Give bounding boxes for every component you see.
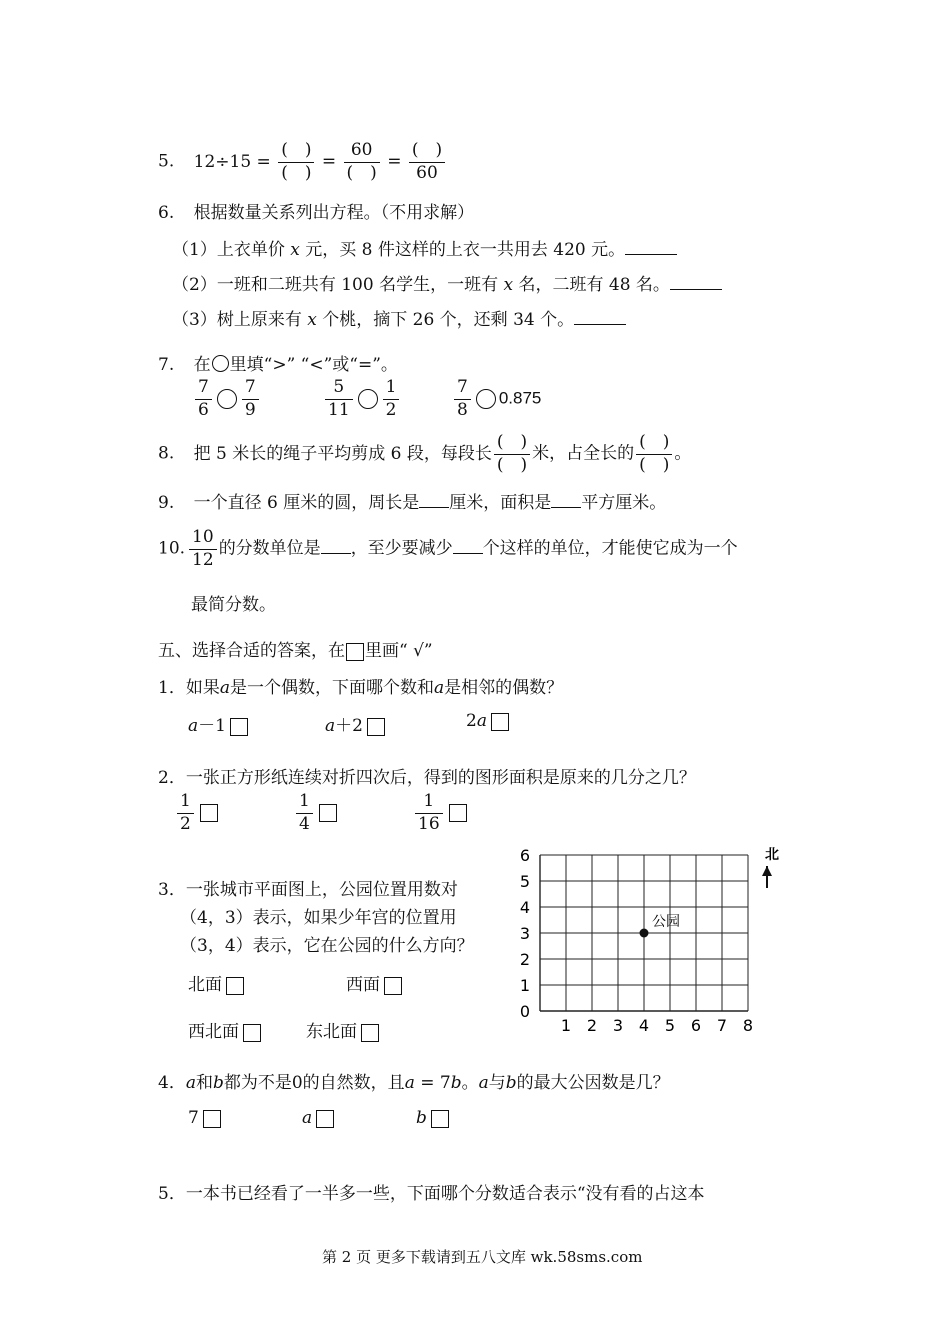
answer-checkbox[interactable]	[200, 804, 218, 822]
answer-checkbox[interactable]	[367, 718, 385, 736]
c4-option-2: a	[302, 1108, 334, 1128]
q7-compare-1: $\frac{7}{6}$ $\frac{7}{9}$	[193, 378, 261, 420]
q6-text: 根据数量关系列出方程。（不用求解）	[193, 203, 475, 223]
answer-checkbox[interactable]	[491, 713, 509, 731]
q7-compare-3: $\frac{7}{8}$ 0.875	[452, 378, 541, 420]
question-5	[158, 141, 447, 183]
y-tick-label: 6	[519, 846, 530, 865]
y-tick-label: 2	[519, 950, 530, 969]
question-10: 10. $\frac{10}{12}$ 的分数单位是 ，至少要减少 个这样的单位，才能使它成为一个	[158, 527, 738, 570]
q9-number: 9.	[158, 493, 175, 513]
q5-equals-1: =	[321, 151, 337, 172]
c4-option-3: b	[416, 1108, 449, 1128]
compare-circle[interactable]	[217, 389, 237, 409]
choice-question-4: 4．a和b都为不是0的自然数，且a = 7b。a与b的最大公因数是几？	[158, 1073, 670, 1093]
x-tick-label: 1	[560, 1016, 572, 1035]
answer-blank[interactable]	[625, 237, 677, 255]
city-grid-map	[515, 840, 785, 1040]
q5-fraction-3: $\frac{( )}{60}$	[409, 141, 445, 183]
answer-checkbox[interactable]	[319, 804, 337, 822]
checkbox-icon	[346, 643, 364, 661]
answer-blank[interactable]	[419, 490, 449, 508]
q5-expression: 12÷15 =	[193, 151, 271, 172]
q5-fraction-1: $\frac{( )}{( )}$	[278, 141, 314, 183]
answer-checkbox[interactable]	[316, 1110, 334, 1128]
answer-checkbox[interactable]	[226, 977, 244, 995]
c3-option-2: 西面	[346, 970, 402, 995]
c3-option-3: 西北面	[188, 1017, 261, 1042]
q8-number: 8.	[158, 443, 175, 464]
park-label: 公园	[652, 914, 680, 930]
section-5-title: 五、选择合适的答案，在 里画“ √”	[158, 641, 433, 661]
choice-question-1: 1．如果a是一个偶数，下面哪个数和a是相邻的偶数？	[158, 678, 564, 698]
q6-item-2: （2）一班和二班共有 100 名学生，一班有 x 名，二班有 48 名。	[172, 270, 722, 295]
answer-checkbox[interactable]	[243, 1024, 261, 1042]
x-tick-label: 3	[612, 1016, 624, 1035]
question-6	[158, 198, 474, 223]
x-tick-label: 6	[690, 1016, 702, 1035]
choice-question-3: 3．一张城市平面图上，公园位置用数对	[158, 880, 458, 900]
answer-checkbox[interactable]	[361, 1024, 379, 1042]
compare-circle[interactable]	[358, 389, 378, 409]
c1-option-3: 2a	[466, 711, 509, 731]
answer-blank[interactable]	[551, 490, 581, 508]
question-7: 7. 在 里填“>” “<”或“=”。	[158, 355, 398, 375]
y-tick-label: 0	[519, 1002, 530, 1021]
park-point	[640, 929, 649, 938]
page-footer: 第 2 页 更多下载请到五八文库 wk.58sms.com	[322, 1248, 643, 1266]
c3-option-4: 东北面	[306, 1017, 379, 1042]
c2-option-2: $\frac{1}{4}$	[294, 792, 337, 834]
y-tick-label: 3	[519, 924, 530, 943]
c3-line-3: （3，4）表示，它在公园的什么方向？	[180, 936, 474, 956]
q10-number: 10.	[158, 538, 186, 559]
c1-option-2: a＋2	[325, 711, 385, 736]
y-tick-label: 1	[519, 976, 530, 995]
answer-blank[interactable]	[321, 536, 351, 554]
c2-option-3: $\frac{1}{16}$	[413, 792, 467, 834]
answer-checkbox[interactable]	[230, 718, 248, 736]
answer-blank[interactable]	[453, 536, 483, 554]
question-8: 8. 把 5 米长的绳子平均剪成 6 段，每段长 $\frac{( )}{( )}$ 米，占全长的 $\frac{( )}{( )}$ 。	[158, 432, 692, 475]
q6-item-3: （3）树上原来有 x 个桃，摘下 26 个，还剩 34 个。	[172, 305, 626, 330]
q10-line-2: 最简分数。	[191, 595, 276, 615]
choice-question-2: 2．一张正方形纸连续对折四次后，得到的图形面积是原来的几分之几？	[158, 768, 696, 788]
x-tick-label: 8	[742, 1016, 754, 1035]
answer-blank[interactable]	[670, 272, 722, 290]
c1-option-1: a－1	[188, 711, 248, 736]
answer-checkbox[interactable]	[431, 1110, 449, 1128]
q7-number: 7.	[158, 355, 175, 375]
answer-checkbox[interactable]	[203, 1110, 221, 1128]
y-tick-label: 4	[519, 898, 530, 917]
choice-question-5: 5．一本书已经看了一半多一些，下面哪个分数适合表示“没有看的占这本	[158, 1184, 705, 1204]
x-tick-label: 4	[638, 1016, 650, 1035]
q6-number: 6.	[158, 203, 175, 223]
q7-compare-2: $\frac{5}{11}$ $\frac{1}{2}$	[323, 378, 401, 420]
answer-blank[interactable]	[574, 307, 626, 325]
north-label: 北	[765, 847, 779, 863]
c4-option-1: 7	[188, 1108, 221, 1128]
compare-circle[interactable]	[476, 389, 496, 409]
north-arrow-icon	[762, 866, 772, 888]
y-tick-label: 5	[519, 872, 530, 891]
c3-option-1: 北面	[188, 970, 244, 995]
q5-equals-2: =	[387, 151, 402, 172]
answer-checkbox[interactable]	[449, 804, 467, 822]
q5-fraction-2: $\frac{60}{( )}$	[344, 141, 380, 183]
c3-line-2: （4，3）表示，如果少年宫的位置用	[180, 908, 457, 928]
c1-number: 1．	[158, 678, 186, 698]
q6-item-1: （1）上衣单价 x 元，买 8 件这样的上衣一共用去 420 元。	[172, 235, 677, 260]
c2-option-1: $\frac{1}{2}$	[175, 792, 218, 834]
x-tick-label: 7	[716, 1016, 728, 1035]
question-9: 9. 一个直径 6 厘米的圆，周长是 厘米，面积是 平方厘米。	[158, 488, 666, 513]
circle-icon	[212, 355, 229, 372]
q5-number: 5.	[158, 151, 175, 172]
x-tick-label: 2	[586, 1016, 598, 1035]
x-tick-label: 5	[664, 1016, 676, 1035]
answer-checkbox[interactable]	[384, 977, 402, 995]
